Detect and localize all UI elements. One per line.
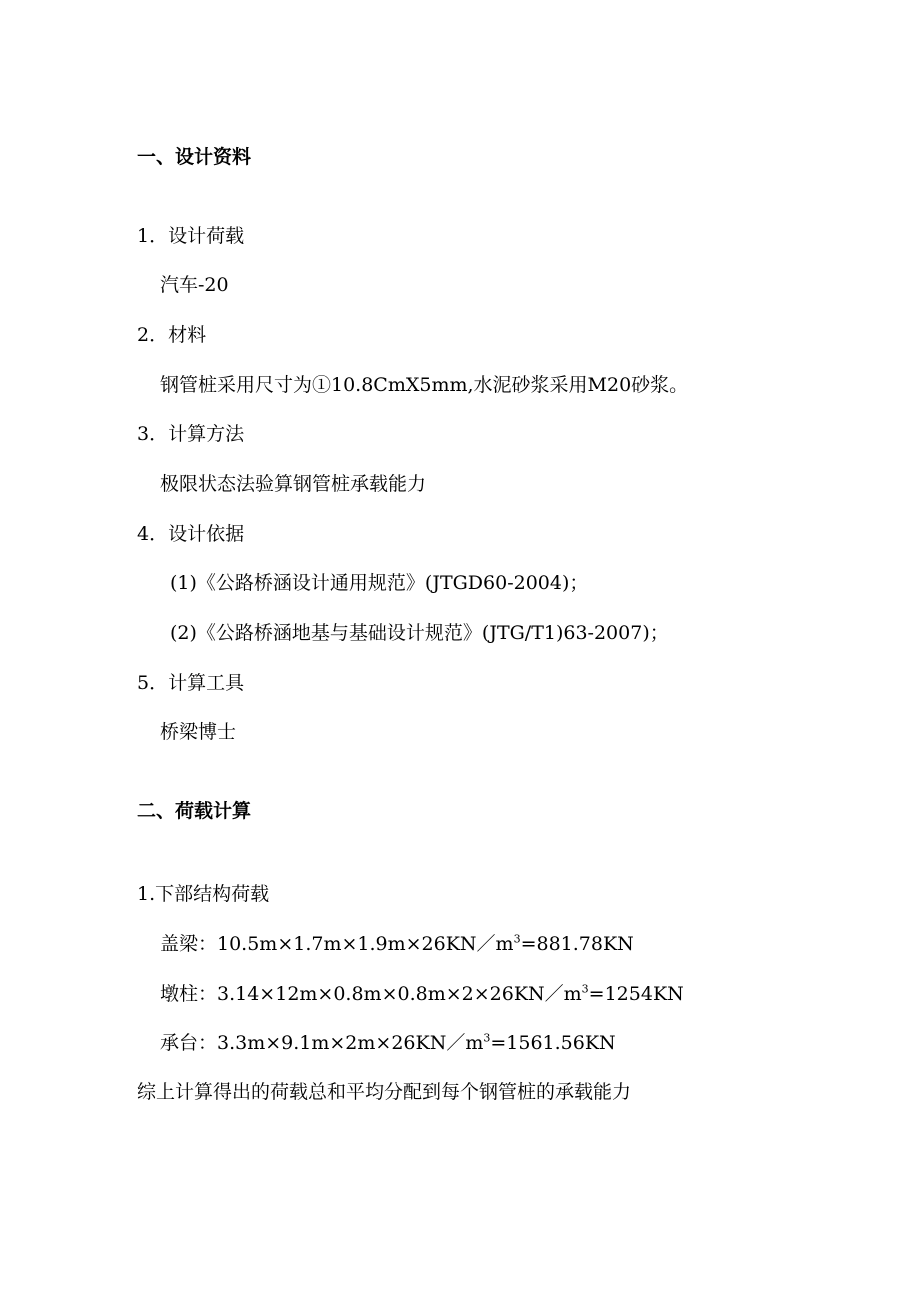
reference-2: (2)《公路桥涵地基与基础设计规范》(JTG/T1)63-2007)； xyxy=(170,622,669,644)
section-heading-load-calc: 二、荷载计算 xyxy=(137,800,252,822)
load-expression: 盖梁：10.5m×1.7m×1.9m×26KN／m xyxy=(160,933,514,955)
load-result: =881.78KN xyxy=(520,933,634,955)
unit-exponent: 3 xyxy=(513,932,521,946)
item-content-method: 极限状态法验算钢管桩承载能力 xyxy=(160,473,427,495)
reference-1: (1)《公路桥涵设计通用规范》(JTGD60-2004)； xyxy=(170,572,589,594)
item-title-tool: 5．计算工具 xyxy=(137,672,245,694)
item-title-basis: 4．设计依据 xyxy=(137,523,245,545)
item-title-method: 3．计算方法 xyxy=(137,423,245,445)
load-result: =1561.56KN xyxy=(490,1032,616,1054)
load-result: =1254KN xyxy=(588,983,684,1005)
item-content-material: 钢管桩采用尺寸为①10.8CmX5mm,水泥砂浆采用M20砂浆。 xyxy=(160,374,689,396)
load-row-cap-beam xyxy=(160,932,634,956)
unit-exponent: 3 xyxy=(483,1031,491,1045)
item-title-design-load: 1．设计荷载 xyxy=(137,225,245,247)
load-expression: 承台：3.3m×9.1m×2m×26KN／m xyxy=(160,1032,484,1054)
summary-text: 综上计算得出的荷载总和平均分配到每个钢管桩的承载能力 xyxy=(137,1081,632,1103)
item-content-design-load: 汽车-20 xyxy=(160,274,229,296)
item-title-material: 2．材料 xyxy=(137,324,207,346)
item-content-tool: 桥梁博士 xyxy=(160,721,237,743)
section-heading-design-data: 一、设计资料 xyxy=(137,146,252,168)
load-row-pier-column xyxy=(160,982,684,1006)
load-expression: 墩柱：3.14×12m×0.8m×0.8m×2×26KN／m xyxy=(160,983,582,1005)
load-row-pile-cap xyxy=(160,1031,616,1055)
unit-exponent: 3 xyxy=(581,982,589,996)
sub-title-substructure-load: 1.下部结构荷载 xyxy=(137,883,270,905)
